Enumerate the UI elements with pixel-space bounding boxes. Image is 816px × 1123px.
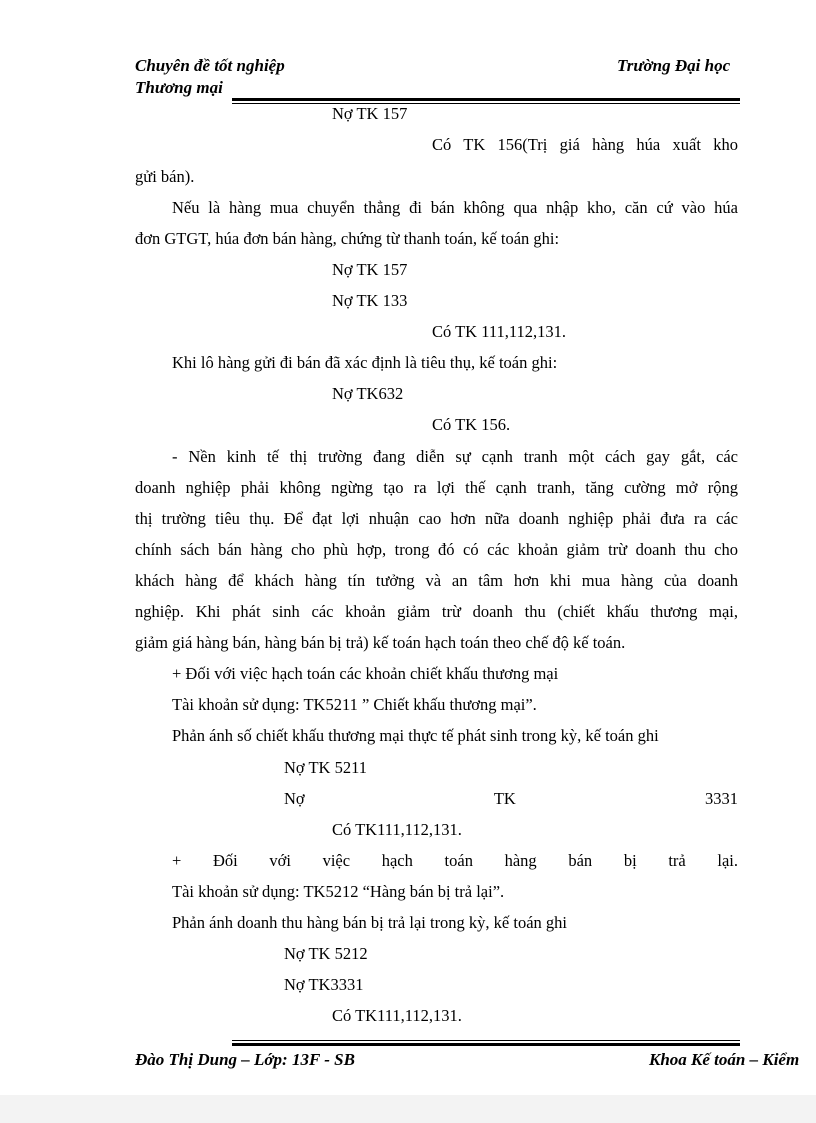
line-23-tk: TK bbox=[493, 789, 516, 808]
footer-left: Đào Thị Dung – Lớp: 13F - SB bbox=[135, 1050, 355, 1069]
header-left-line1: Chuyên đề tốt nghiệp bbox=[135, 56, 285, 75]
line-26: Tài khoản sử dụng: TK5212 “Hàng bán bị trả lại”. bbox=[172, 882, 505, 901]
line-23-num: 3331 bbox=[705, 789, 738, 808]
line-20: Tài khoản sử dụng: TK5211 ” Chiết khấu thương mại”. bbox=[172, 695, 537, 714]
line-21: Phản ánh số chiết khấu thương mại thực tế phát sinh trong kỳ, kế toán ghi bbox=[172, 726, 659, 745]
line-25: + Đối với việc hạch toán hàng bán bị trả lại. bbox=[172, 851, 738, 870]
line-5: đơn GTGT, húa đơn bán hàng, chứng từ thanh toán, kế toán ghi: bbox=[135, 229, 560, 248]
header-left-line2: Thương mại bbox=[135, 78, 223, 97]
line-1: Nợ TK 157 bbox=[332, 104, 408, 123]
line-27: Phản ánh doanh thu hàng bán bị trả lại trong kỳ, kế toán ghi bbox=[172, 913, 568, 932]
line-19: + Đối với việc hạch toán các khoản chiết khấu thương mại bbox=[172, 664, 559, 683]
line-28: Nợ TK 5212 bbox=[284, 944, 368, 963]
line-2: Có TK 156(Trị giá hàng húa xuất kho bbox=[432, 135, 738, 154]
header-rule-thin bbox=[232, 103, 740, 104]
line-14: thị trường tiêu thụ. Để đạt lợi nhuận cao hơn nữa doanh nghiệp phải đưa ra các bbox=[135, 509, 738, 528]
line-16: khách hàng để khách hàng tín tưởng và an tâm hơn khi mua hàng của doanh bbox=[135, 571, 738, 590]
line-10: Nợ TK632 bbox=[332, 384, 404, 403]
line-15: chính sách bán hàng cho phù hợp, trong đó có các khoản giảm trừ doanh thu cho bbox=[135, 540, 738, 559]
line-8: Có TK 111,112,131. bbox=[432, 322, 566, 341]
line-12: - Nền kinh tế thị trường đang diễn sự cạnh tranh một cách gay gắt, các bbox=[172, 447, 738, 466]
line-11: Có TK 156. bbox=[432, 415, 511, 434]
line-13: doanh nghiệp phải không ngừng tạo ra lợi thế cạnh tranh, tăng cường mở rộng bbox=[135, 478, 738, 497]
footer-rule-thick bbox=[232, 1043, 740, 1046]
line-30: Có TK111,112,131. bbox=[332, 1006, 462, 1025]
line-29: Nợ TK3331 bbox=[284, 975, 364, 994]
header-right: Trường Đại học bbox=[617, 56, 731, 75]
line-24: Có TK111,112,131. bbox=[332, 820, 462, 839]
footer-right: Khoa Kế toán – Kiểm bbox=[649, 1050, 800, 1069]
line-3: gửi bán). bbox=[135, 167, 195, 186]
line-4: Nếu là hàng mua chuyển thẳng đi bán không qua nhập kho, căn cứ vào húa bbox=[172, 198, 738, 217]
header-rule-thick bbox=[232, 98, 740, 101]
line-9: Khi lô hàng gửi đi bán đã xác định là tiêu thụ, kế toán ghi: bbox=[172, 353, 558, 372]
line-22: Nợ TK 5211 bbox=[284, 758, 367, 777]
line-23-no: Nợ bbox=[284, 789, 305, 808]
line-18: giảm giá hàng bán, hàng bán bị trả) kế toán hạch toán theo chế độ kế toán. bbox=[135, 633, 626, 652]
line-7: Nợ TK 133 bbox=[332, 291, 408, 310]
line-23 bbox=[284, 789, 738, 809]
footer-rule-thin bbox=[232, 1040, 740, 1041]
line-6: Nợ TK 157 bbox=[332, 260, 408, 279]
line-17: nghiệp. Khi phát sinh các khoản giảm trừ doanh thu (chiết khấu thương mại, bbox=[135, 602, 738, 621]
page-bottom-band bbox=[0, 1095, 816, 1123]
